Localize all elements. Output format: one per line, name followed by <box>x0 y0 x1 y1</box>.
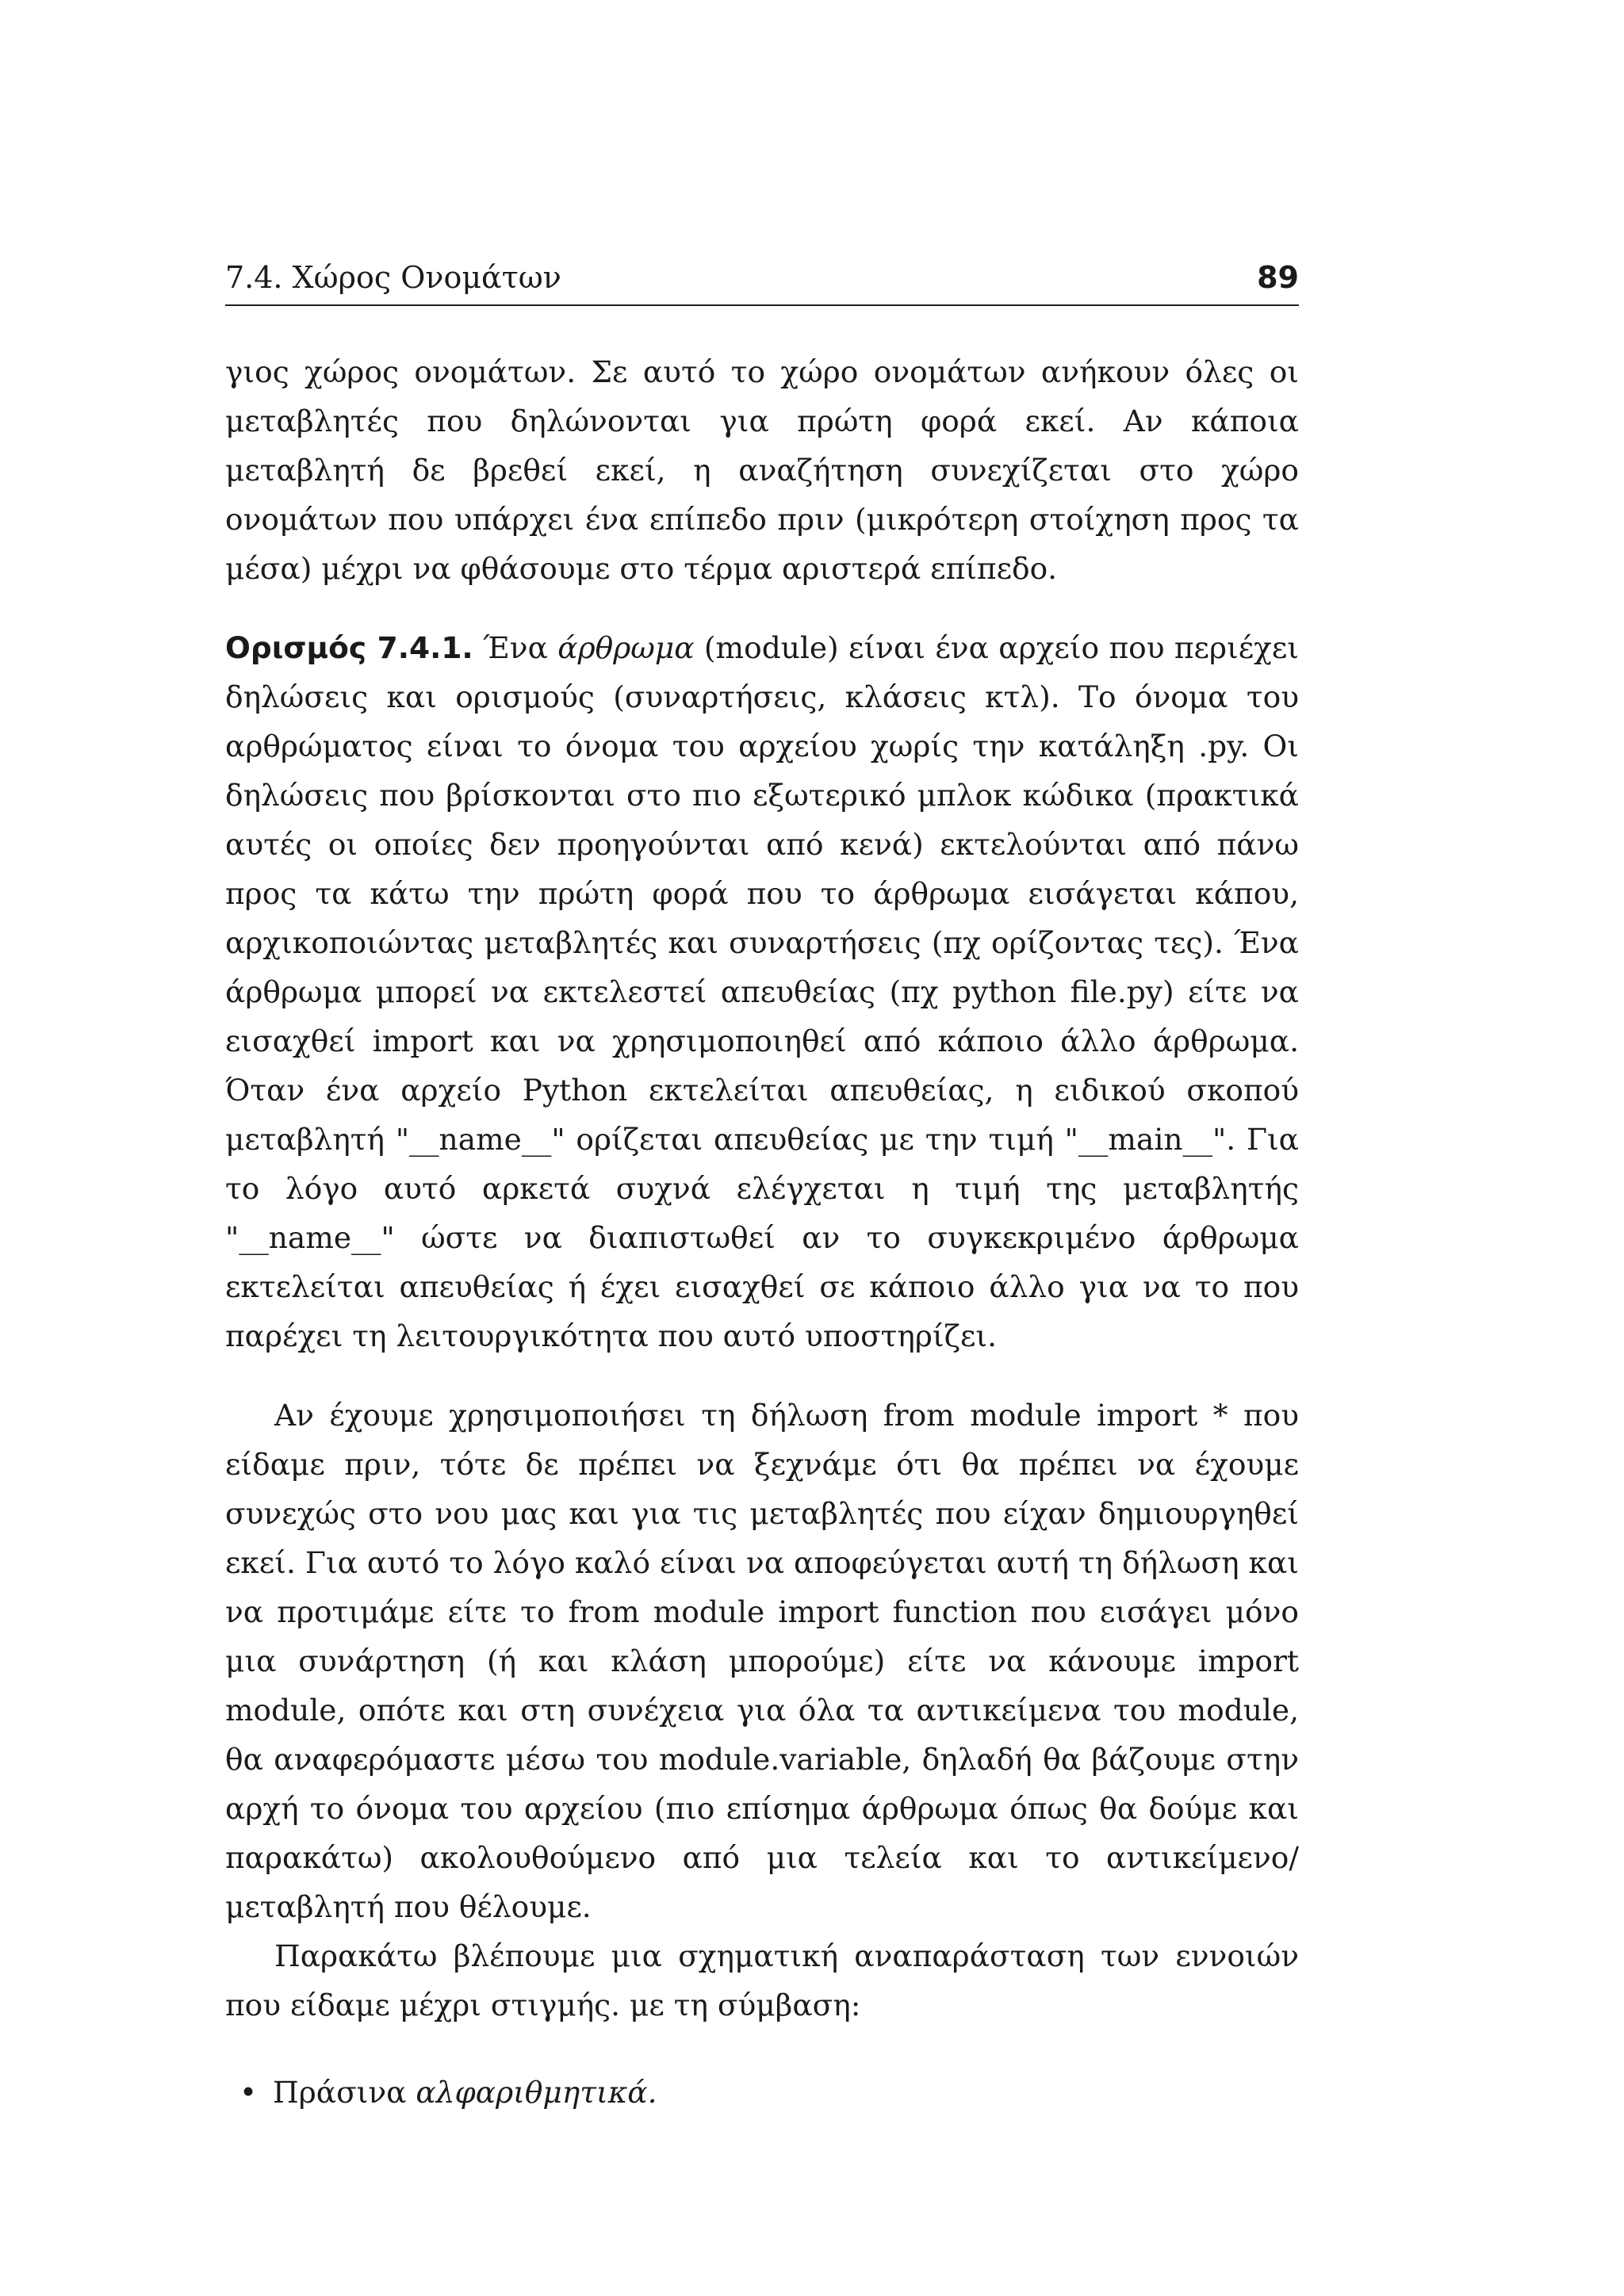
list-item-emphasis: αλφαριθμητικά. <box>416 2075 657 2110</box>
paragraph-import-advice: Αν έχουμε χρησιμοποιήσει τη δήλωση from module import * που είδαμε πριν, τότε δε πρέπει να ξεχνάμε ότι θα πρέπει να έχουμε συνεχώς στο νου μας και για τις μεταβλητές που είχαν δημιουργηθεί εκεί. Για αυτό το λόγο καλό είναι να αποφεύγεται αυτή τη δήλωση και να προτιμάμε είτε το from module import function που εισάγει μόνο μια συνάρτηση (ή και κλάση μπορούμε) είτε να κάνουμε import module, οπότε και στη συνέχεια για όλα τα αντικείμενα του module, θα αναφερόμαστε μέσω του module.variable, δηλαδή θα βάζουμε στην αρχή το όνομα του αρχείου (πιο επίσημα άρθρωμα όπως θα δούμε και παρακάτω) ακολουθούμενο από μια τελεία και το αντικείμενο/μεταβλητή που θέλουμε. <box>225 1398 1299 1924</box>
definition-term: άρθρωμα <box>557 630 695 665</box>
definition-label: Ορισμός 7.4.1. <box>225 630 473 665</box>
definition-module <box>225 623 1299 1360</box>
paragraph-namespace-lookup: γιος χώρος ονομάτων. Σε αυτό το χώρο ονομάτων ανήκουν όλες οι μεταβλητές που δηλώνονται για πρώτη φορά εκεί. Αν κάποια μεταβλητή δε βρεθεί εκεί, η αναζήτηση συνεχίζεται στο χώρο ονομάτων που υπάρχει ένα επίπεδο πριν (μικρότερη στοίχηση προς τα μέσα) μέχρι να φθάσουμε στο τέρμα αριστερά επίπεδο. <box>225 354 1299 586</box>
document-page <box>225 254 1299 2117</box>
definition-intro: Ένα <box>473 630 558 665</box>
paragraph-schematic-intro: Παρακάτω βλέπουμε μια σχηματική αναπαράσταση των εννοιών που είδαμε μέχρι στιγμής. με τη σύμβαση: <box>225 1938 1299 2022</box>
page-number: 89 <box>1257 260 1299 295</box>
running-header <box>225 254 1299 306</box>
list-item <box>239 2068 1299 2117</box>
list-item-prefix: Πράσινα <box>273 2075 416 2110</box>
bullet-icon: • <box>239 2075 258 2110</box>
definition-text: (module) είναι ένα αρχείο που περιέχει δηλώσεις και ορισμούς (συναρτήσεις, κλάσεις κτλ). Το όνομα του αρθρώματος είναι το όνομα του αρχείου χωρίς την κατάληξη .py. Οι δηλώσεις που βρίσκονται στο πιο εξωτερικό μπλοκ κώδικα (πρακτικά αυτές οι οποίες δεν προηγούνται από κενά) εκτελούνται από πάνω προς τα κάτω την πρώτη φορά που το άρθρωμα εισάγεται κάπου, αρχικοποιώντας μεταβλητές και συναρτήσεις (πχ ορίζοντας τες). Ένα άρθρωμα μπορεί να εκτελεστεί απευθείας (πχ python file.py) είτε να εισαχθεί import και να χρησιμοποιηθεί από κάποιο άλλο άρθρωμα. Όταν ένα αρχείο Python εκτελείται απευθείας, η ειδικού σκοπού μεταβλητή "__name__" ορίζεται απευθείας με την τιμή "__main__". Για το λόγο αυτό αρκετά συχνά ελέγχεται η τιμή της μεταβλητής "__name__" ώστε να διαπιστωθεί αν το συγκεκριμένο άρθρωμα εκτελείται απευθείας ή έχει εισαχθεί σε κάποιο άλλο για να το που παρέχει τη λειτουργικότητα που αυτό υποστηρίζει. <box>225 630 1299 1353</box>
section-title: 7.4. Χώρος Ονομάτων <box>225 260 561 295</box>
convention-list <box>225 2068 1299 2117</box>
